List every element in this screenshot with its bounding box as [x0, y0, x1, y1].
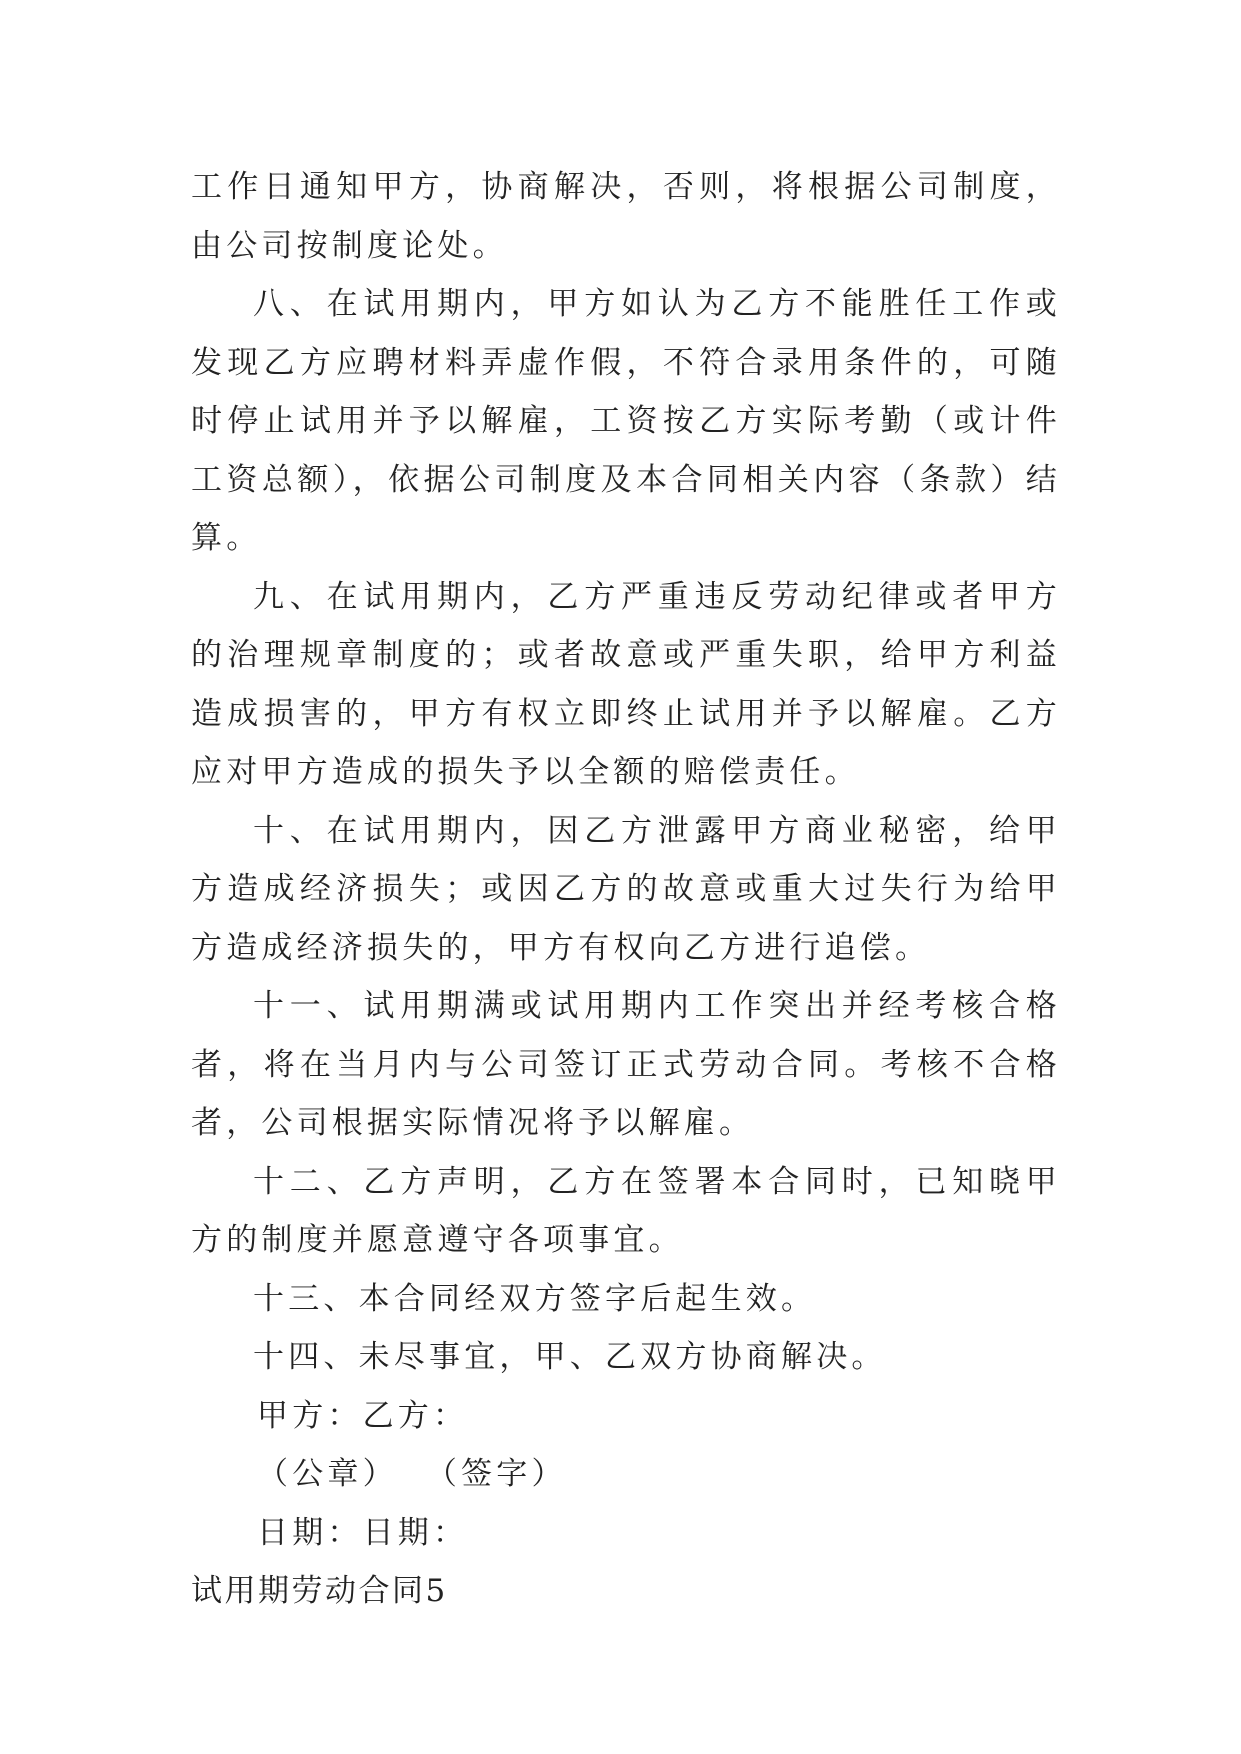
- signature-parties: 甲方：乙方：: [257, 1397, 469, 1434]
- contract-body: [191, 158, 1061, 1621]
- clause-11: 十一、试用期满或试用期内工作突出并经考核合格者，将在当月内与公司签订正式劳动合同。考核不合格者，公司根据实际情况将予以解雇。: [191, 988, 1061, 1141]
- clause-8: 八、在试用期内，甲方如认为乙方不能胜任工作或发现乙方应聘材料弄虚作假，不符合录用条件的，可随时停止试用并予以解雇，工资按乙方实际考勤（或计件工资总额），依据公司制度及本合同相关内容（条款）结算。: [191, 286, 1061, 556]
- clause-14: 十四、未尽事宜，甲、乙双方协商解决。: [253, 1339, 887, 1375]
- clause-13: 十三、本合同经双方签字后起生效。: [253, 1280, 817, 1317]
- clause-9: 九、在试用期内，乙方严重违反劳动纪律或者甲方的治理规章制度的；或者故意或严重失职，给甲方利益造成损害的，甲方有权立即终止试用并予以解雇。乙方应对甲方造成的损失予以全额的赔偿责任。: [191, 578, 1061, 790]
- clause-12: 十二、乙方声明，乙方在签署本合同时，已知晓甲方的制度并愿意遵守各项事宜。: [191, 1163, 1061, 1258]
- clause-10: 十、在试用期内，因乙方泄露甲方商业秘密，给甲方造成经济损失；或因乙方的故意或重大过失行为给甲方造成经济损失的，甲方有权向乙方进行追偿。: [191, 812, 1061, 966]
- next-section-title: 试用期劳动合同5: [191, 1573, 448, 1609]
- signature-dates: 日期：日期：: [257, 1514, 469, 1551]
- signature-seals: （公章） （签字）: [257, 1456, 567, 1492]
- paragraph-continuation: 工作日通知甲方，协商解决，否则，将根据公司制度，由公司按制度论处。: [191, 169, 1061, 264]
